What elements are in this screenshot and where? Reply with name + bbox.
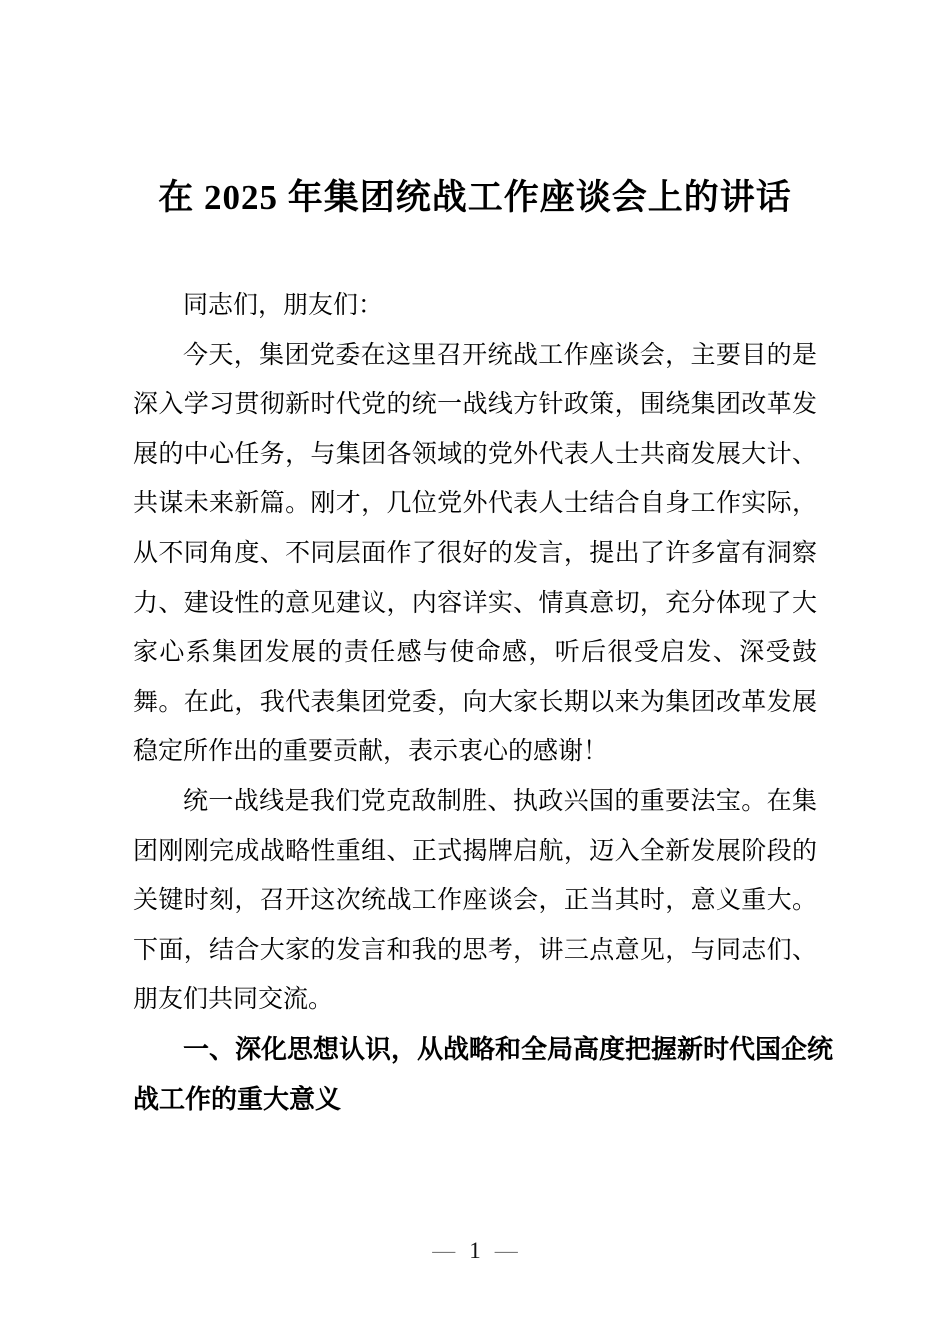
body-line: 力、建设性的意见建议，内容详实、情真意切，充分体现了大	[133, 589, 817, 617]
page-footer	[0, 1236, 950, 1266]
body-line: 深入学习贯彻新时代党的统一战线方针政策，围绕集团改革发	[133, 391, 817, 419]
body-line: 展的中心任务，与集团各领域的党外代表人士共商发展大计、	[133, 440, 817, 468]
body-line: 共谋未来新篇。刚才，几位党外代表人士结合自身工作实际，	[133, 490, 817, 518]
page-number: 1	[469, 1238, 481, 1263]
section-heading-line: 一、深化思想认识，从战略和全局高度把握新时代国企统	[183, 1033, 834, 1064]
body-line: 下面，结合大家的发言和我的思考，讲三点意见，与同志们、	[133, 936, 817, 964]
body-line: 今天，集团党委在这里召开统战工作座谈会，主要目的是	[183, 341, 817, 369]
body-line: 统一战线是我们党克敌制胜、执政兴国的重要法宝。在集	[183, 787, 817, 815]
body-line: 团刚刚完成战略性重组、正式揭牌启航，迈入全新发展阶段的	[133, 837, 817, 865]
document-body	[133, 281, 834, 1124]
body-line: 同志们，朋友们：	[183, 292, 384, 319]
document-title: 在 2025 年集团统战工作座谈会上的讲话	[158, 178, 792, 217]
body-line: 舞。在此，我代表集团党委，向大家长期以来为集团改革发展	[133, 688, 817, 716]
footer-dash-left: —	[432, 1238, 456, 1263]
section-heading-line: 战工作的重大意义	[133, 1083, 342, 1114]
body-line: 从不同角度、不同层面作了很好的发言，提出了许多富有洞察	[133, 539, 817, 567]
body-line: 家心系集团发展的责任感与使命感，听后很受启发、深受鼓	[133, 639, 817, 667]
body-line: 稳定所作出的重要贡献，表示衷心的感谢！	[133, 738, 609, 766]
footer-dash-right: —	[494, 1238, 518, 1263]
body-line: 朋友们共同交流。	[133, 986, 334, 1014]
body-line: 关键时刻，召开这次统战工作座谈会，正当其时，意义重大。	[133, 887, 817, 915]
